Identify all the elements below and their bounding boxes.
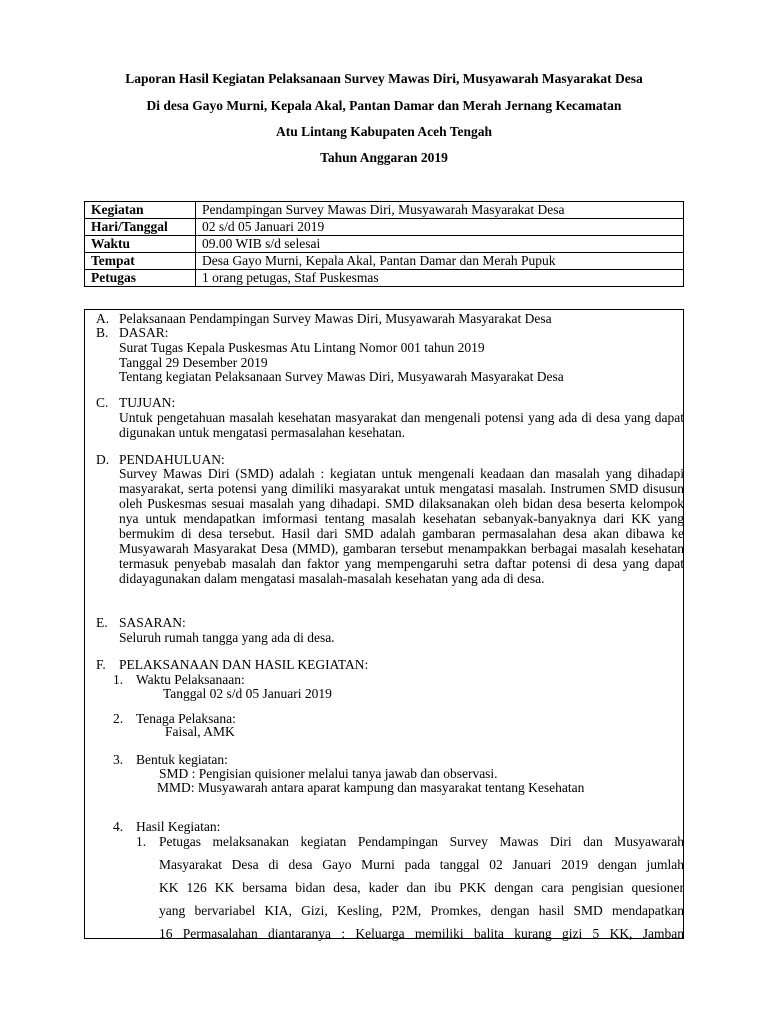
section-b-line-2: Tanggal 29 Desember 2019 <box>119 355 268 370</box>
f-item-1-label: Waktu Pelaksanaan: <box>136 672 245 687</box>
info-value: 1 orang petugas, Staf Puskesmas <box>196 270 684 287</box>
section-d-marker: D. <box>96 452 110 467</box>
f-item-4-sub-num: 1. <box>136 834 147 849</box>
section-f-marker: F. <box>96 657 106 672</box>
report-title-line-1: Laporan Hasil Kegiatan Pelaksanaan Survey Mawas Diri, Musyawarah Masyarakat Desa <box>125 71 643 86</box>
info-value: Desa Gayo Murni, Kepala Akal, Pantan Damar dan Merah Pupuk <box>196 253 684 270</box>
section-a-text: Pelaksanaan Pendampingan Survey Mawas Diri, Musyawarah Masyarakat Desa <box>119 311 552 326</box>
info-key: Kegiatan <box>85 202 196 219</box>
section-d-text: Survey Mawas Diri (SMD) adalah : kegiatan untuk mengenali keadaan dan masalah yang dihadapi masyarakat, serta potensi yang dimiliki masyarakat untuk mengatasi masalah. Instrumen SMD disusun oleh Puskesmas sesuai masalah yang dihadapi. SMD dilaksanakan oleh bidan desa beserta kelompok nya untuk mendapatkan imformasi tentang masalah kesehatan sebanyak-banyaknya dari KK yang bermukim di desa tersebut. Hasil dari SMD adalah gambaran permasalahan desa akan dibawa ke Musyawarah Masyarakat Desa (MMD), gambaran tersebut menampakkan berbagai masalah kesehatan termasuk penyebab masalah dan faktor yang mempengaruhi setra daftar potensi di desa yang dapat didayagunakan dalam mengatasi masalah-masalah kesehatan yang ada di desa. <box>119 466 684 586</box>
section-b-heading: DASAR: <box>119 325 169 340</box>
f-item-4-label: Hasil Kegiatan: <box>136 819 221 834</box>
result-line: KK 126 KK bersama bidan desa, kader dan ibu PKK dengan cara pengisian quesioner <box>159 880 684 895</box>
activity-info-table <box>84 201 684 287</box>
section-a-marker: A. <box>96 311 110 326</box>
result-line: 16 Permasalahan diantaranya : Keluarga memiliki balita kurang gizi 5 KK, Jamban <box>159 926 684 941</box>
section-c-heading: TUJUAN: <box>119 395 176 410</box>
f-item-1-num: 1. <box>113 672 124 687</box>
section-b-marker: B. <box>96 325 109 340</box>
section-c-marker: C. <box>96 395 109 410</box>
info-key: Petugas <box>85 270 196 287</box>
section-b-line-3: Tentang kegiatan Pelaksanaan Survey Mawas Diri, Musyawarah Masyarakat Desa <box>119 369 564 384</box>
table-row <box>85 253 684 270</box>
table-row <box>85 270 684 287</box>
f-item-4-num: 4. <box>113 819 124 834</box>
info-value: 02 s/d 05 Januari 2019 <box>196 219 684 236</box>
section-b-line-1: Surat Tugas Kepala Puskesmas Atu Lintang Nomor 001 tahun 2019 <box>119 340 485 355</box>
section-d-heading: PENDAHULUAN: <box>119 452 225 467</box>
section-c-text: Untuk pengetahuan masalah kesehatan masyarakat dan mengenali potensi yang ada di desa yang dapat digunakan untuk mengatasi permasalahan kesehatan. <box>119 410 684 440</box>
f-item-3-label: Bentuk kegiatan: <box>136 752 228 767</box>
info-key: Hari/Tanggal <box>85 219 196 236</box>
result-line: yang bervariabel KIA, Gizi, Kesling, P2M, Promkes, dengan hasil SMD mendapatkan <box>159 903 684 918</box>
f-item-3-mmd: MMD: Musyawarah antara aparat kampung dan masyarakat tentang Kesehatan <box>157 780 585 795</box>
report-title-line-2: Di desa Gayo Murni, Kepala Akal, Pantan Damar dan Merah Jernang Kecamatan <box>146 98 622 113</box>
section-e-heading: SASARAN: <box>119 615 186 630</box>
report-title-line-3: Atu Lintang Kabupaten Aceh Tengah <box>275 124 493 139</box>
result-line: Petugas melaksanakan kegiatan Pendampingan Survey Mawas Diri dan Musyawarah <box>159 834 684 849</box>
info-key: Tempat <box>85 253 196 270</box>
table-row <box>85 219 684 236</box>
f-item-4-result-text <box>159 830 684 945</box>
table-row <box>85 202 684 219</box>
result-line: Masyarakat Desa di desa Gayo Murni pada tanggal 02 Januari 2019 dengan jumlah <box>159 857 684 872</box>
f-item-3-smd: SMD : Pengisian quisioner melalui tanya jawab dan observasi. <box>159 766 498 781</box>
f-item-2-num: 2. <box>113 711 124 726</box>
info-key: Waktu <box>85 236 196 253</box>
f-item-2-label: Tenaga Pelaksana: <box>136 711 236 726</box>
f-item-1-value: Tanggal 02 s/d 05 Januari 2019 <box>163 686 332 701</box>
section-e-marker: E. <box>96 615 108 630</box>
section-f-heading: PELAKSANAAN DAN HASIL KEGIATAN: <box>119 657 369 672</box>
f-item-2-value: Faisal, AMK <box>165 724 235 739</box>
section-e-text: Seluruh rumah tangga yang ada di desa. <box>119 630 335 645</box>
info-value: 09.00 WIB s/d selesai <box>196 236 684 253</box>
info-value: Pendampingan Survey Mawas Diri, Musyawarah Masyarakat Desa <box>196 202 684 219</box>
table-row <box>85 236 684 253</box>
report-title-year: Tahun Anggaran 2019 <box>320 150 448 165</box>
f-item-3-num: 3. <box>113 752 124 767</box>
